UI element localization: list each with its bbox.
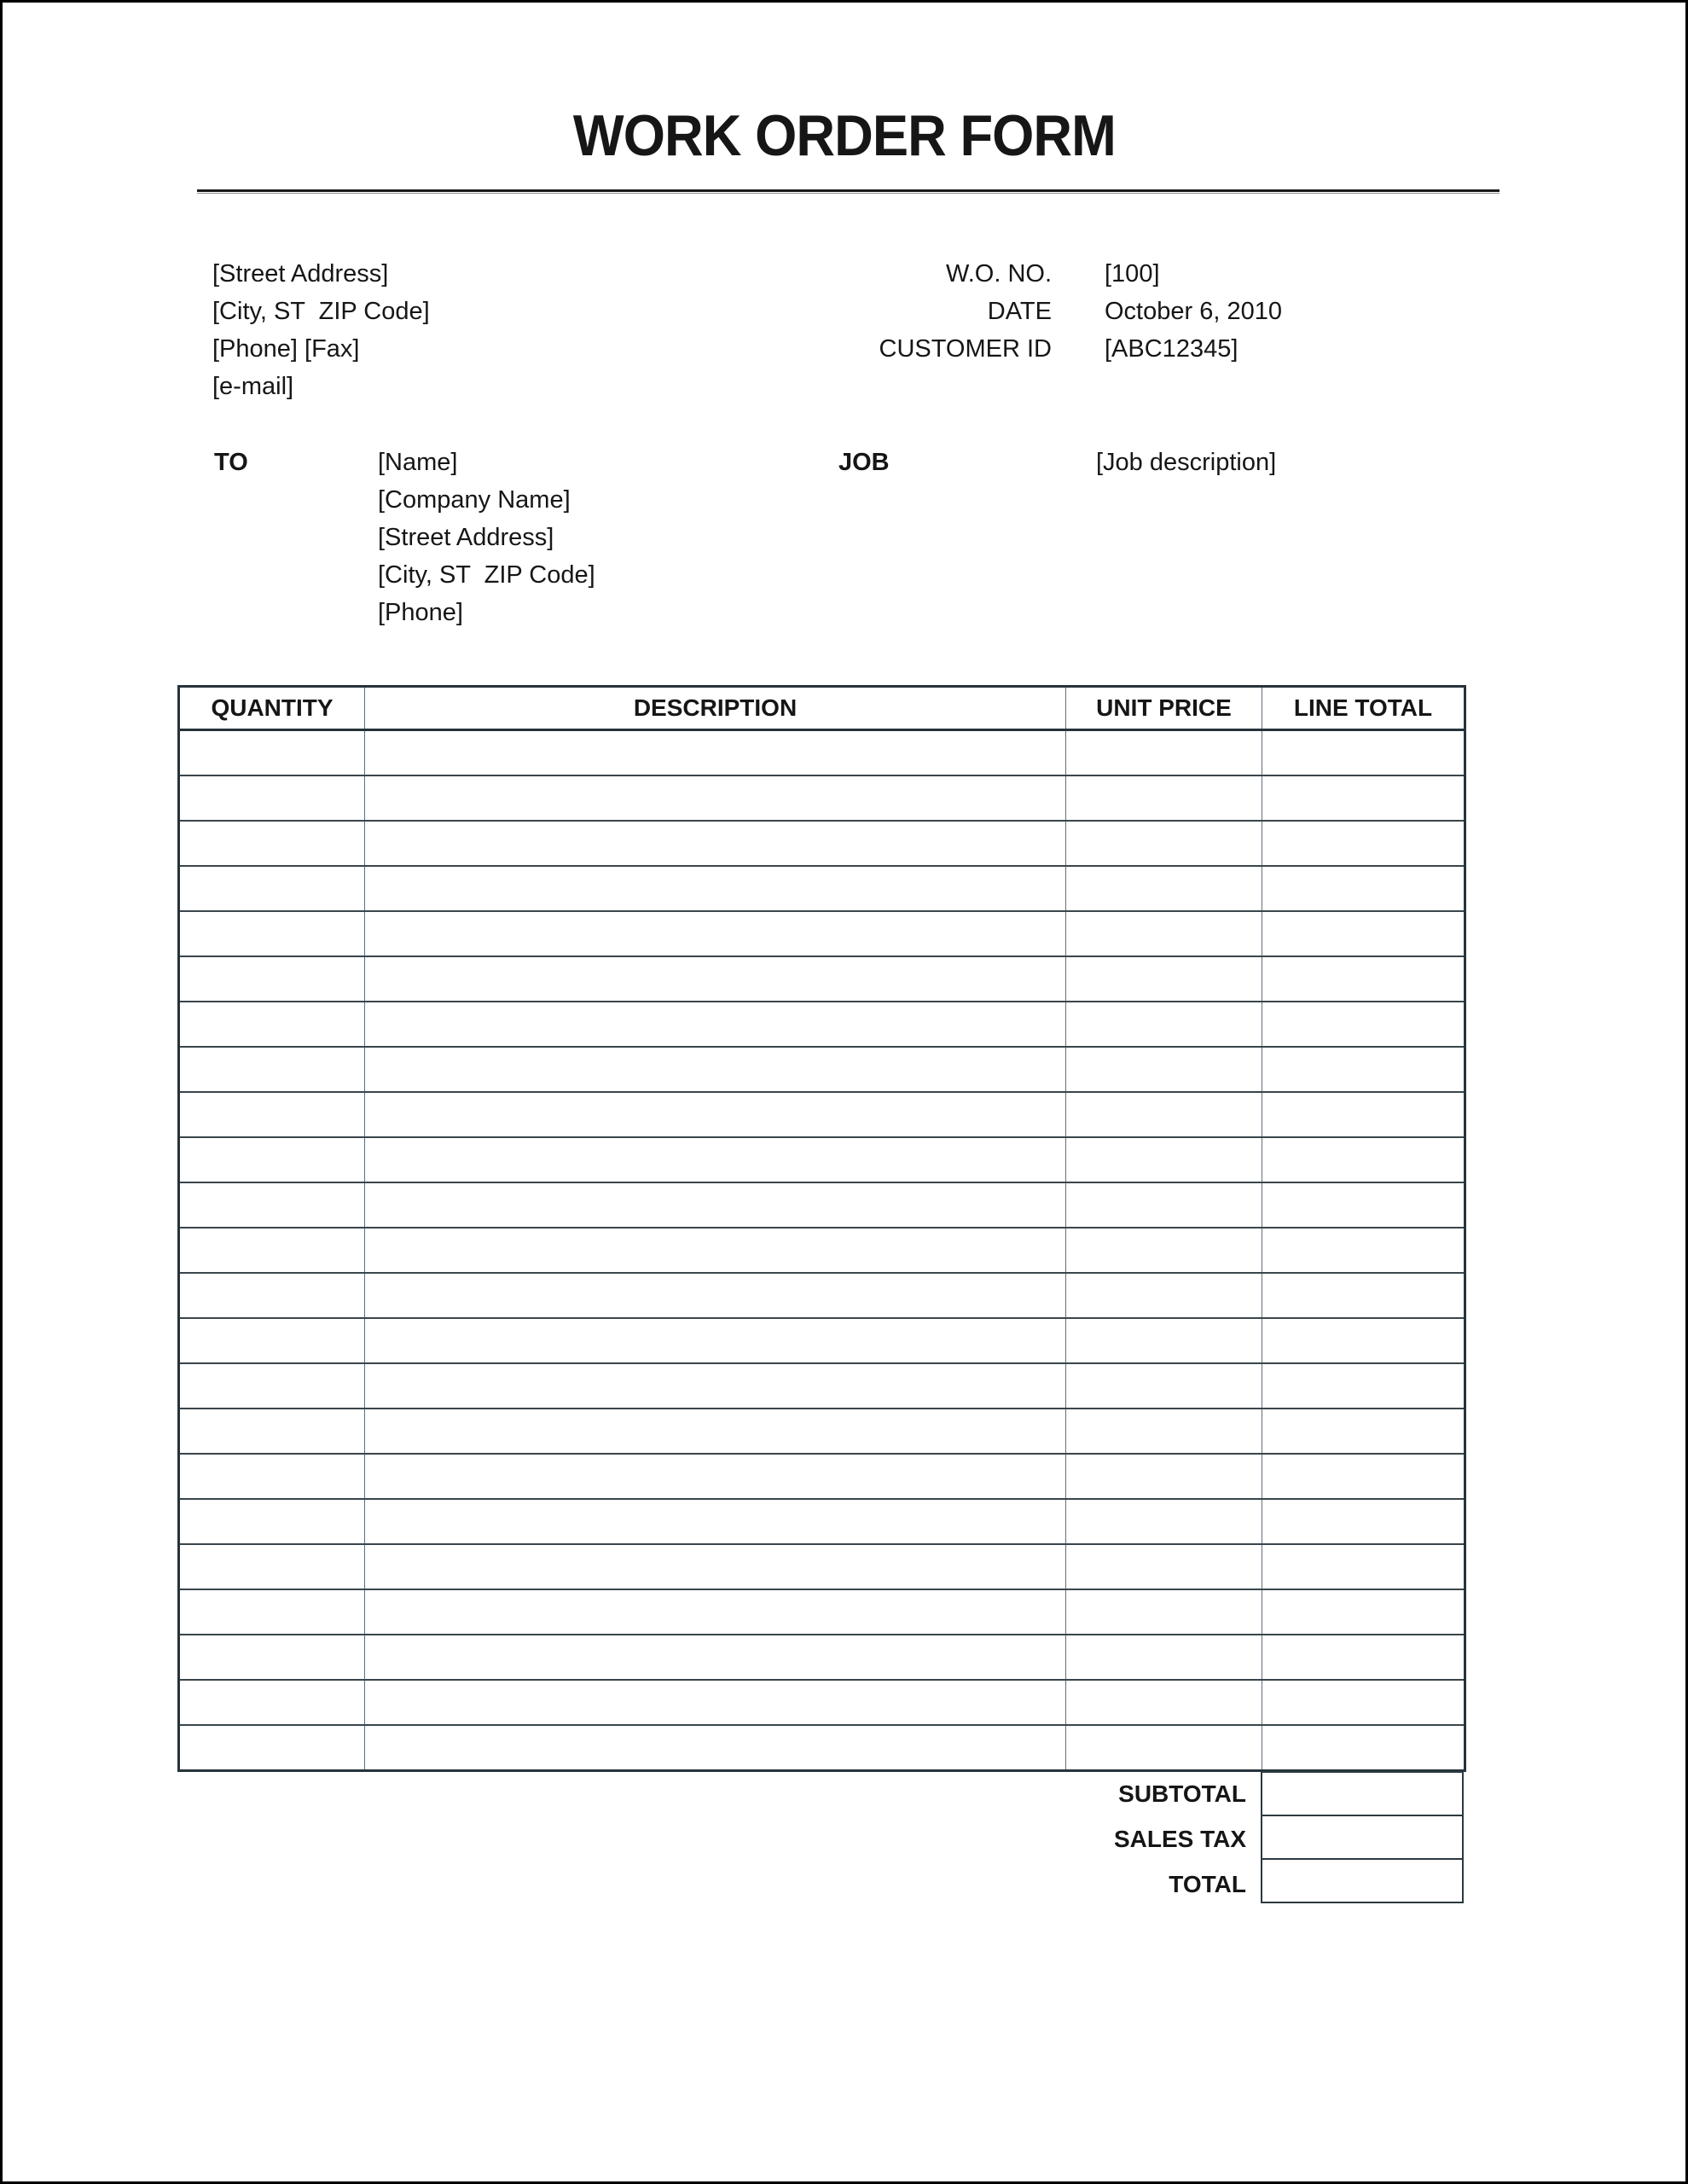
job-description-field[interactable]: [Job description] [1096, 449, 1277, 476]
line-total-cell[interactable] [1262, 911, 1465, 956]
description-cell[interactable] [365, 911, 1066, 956]
line-total-cell[interactable] [1262, 1499, 1465, 1544]
title-divider [197, 189, 1499, 194]
unit-price-cell[interactable] [1066, 1680, 1262, 1725]
description-cell[interactable] [365, 821, 1066, 866]
quantity-cell[interactable] [179, 1635, 365, 1680]
item-row [179, 1544, 1465, 1589]
recipient-line[interactable]: [City, ST ZIP Code] [378, 561, 595, 589]
column-header: DESCRIPTION [365, 687, 1066, 730]
total-value-box[interactable] [1261, 1858, 1464, 1903]
line-total-cell[interactable] [1262, 1228, 1465, 1273]
company-address-line[interactable]: [Street Address] [212, 260, 389, 288]
total-value-box[interactable] [1261, 1815, 1464, 1860]
line-total-cell[interactable] [1262, 1680, 1465, 1725]
line-total-cell[interactable] [1262, 1002, 1465, 1047]
description-cell[interactable] [365, 1318, 1066, 1363]
item-row [179, 1680, 1465, 1725]
description-cell[interactable] [365, 1228, 1066, 1273]
unit-price-cell[interactable] [1066, 1409, 1262, 1454]
quantity-cell[interactable] [179, 1228, 365, 1273]
unit-price-cell[interactable] [1066, 730, 1262, 776]
line-total-cell[interactable] [1262, 821, 1465, 866]
quantity-cell[interactable] [179, 821, 365, 866]
quantity-cell[interactable] [179, 775, 365, 821]
recipient-line[interactable]: [Street Address] [378, 524, 554, 551]
item-row [179, 1092, 1465, 1137]
line-total-cell[interactable] [1262, 1092, 1465, 1137]
item-row [179, 821, 1465, 866]
quantity-cell[interactable] [179, 1589, 365, 1635]
quantity-cell[interactable] [179, 1182, 365, 1228]
description-cell[interactable] [365, 866, 1066, 911]
description-cell[interactable] [365, 1047, 1066, 1092]
items-table [177, 685, 1466, 1772]
item-row [179, 1454, 1465, 1499]
line-total-cell[interactable] [1262, 730, 1465, 776]
description-cell[interactable] [365, 730, 1066, 776]
quantity-cell[interactable] [179, 956, 365, 1002]
item-row [179, 911, 1465, 956]
description-cell[interactable] [365, 1409, 1066, 1454]
line-total-cell[interactable] [1262, 1182, 1465, 1228]
line-total-cell[interactable] [1262, 956, 1465, 1002]
column-header: UNIT PRICE [1066, 687, 1262, 730]
unit-price-cell[interactable] [1066, 1635, 1262, 1680]
unit-price-cell[interactable] [1066, 1002, 1262, 1047]
unit-price-cell[interactable] [1066, 1454, 1262, 1499]
item-row [179, 1228, 1465, 1273]
to-label: TO [214, 449, 248, 476]
job-label: JOB [838, 449, 890, 476]
line-total-cell[interactable] [1262, 1363, 1465, 1409]
description-cell[interactable] [365, 1589, 1066, 1635]
quantity-cell[interactable] [179, 1544, 365, 1589]
description-cell[interactable] [365, 1544, 1066, 1589]
line-total-cell[interactable] [1262, 1318, 1465, 1363]
quantity-cell[interactable] [179, 1409, 365, 1454]
item-row [179, 1363, 1465, 1409]
description-cell[interactable] [365, 1454, 1066, 1499]
item-row [179, 1002, 1465, 1047]
description-cell[interactable] [365, 1137, 1066, 1182]
unit-price-cell[interactable] [1066, 956, 1262, 1002]
line-total-cell[interactable] [1262, 1544, 1465, 1589]
unit-price-cell[interactable] [1066, 821, 1262, 866]
description-cell[interactable] [365, 1499, 1066, 1544]
unit-price-cell[interactable] [1066, 1273, 1262, 1318]
quantity-cell[interactable] [179, 1092, 365, 1137]
total-value-box[interactable] [1261, 1771, 1464, 1816]
unit-price-cell[interactable] [1066, 1228, 1262, 1273]
unit-price-cell[interactable] [1066, 1499, 1262, 1544]
title-container [3, 103, 1685, 168]
quantity-cell[interactable] [179, 1454, 365, 1499]
description-cell[interactable] [365, 956, 1066, 1002]
quantity-cell[interactable] [179, 1002, 365, 1047]
company-address-line[interactable]: [City, ST ZIP Code] [212, 298, 430, 325]
description-cell[interactable] [365, 1725, 1066, 1771]
total-label: SALES TAX [1113, 1826, 1246, 1852]
totals-labels [907, 1771, 1246, 1907]
company-address-line[interactable]: [e-mail] [212, 373, 294, 400]
description-cell[interactable] [365, 1092, 1066, 1137]
quantity-cell[interactable] [179, 1318, 365, 1363]
description-cell[interactable] [365, 1680, 1066, 1725]
quantity-cell[interactable] [179, 1273, 365, 1318]
line-total-cell[interactable] [1262, 866, 1465, 911]
line-total-cell[interactable] [1262, 775, 1465, 821]
unit-price-cell[interactable] [1066, 775, 1262, 821]
unit-price-cell[interactable] [1066, 1363, 1262, 1409]
total-label: TOTAL [1169, 1871, 1246, 1897]
unit-price-cell[interactable] [1066, 1589, 1262, 1635]
column-header: LINE TOTAL [1262, 687, 1465, 730]
quantity-cell[interactable] [179, 1047, 365, 1092]
description-cell[interactable] [365, 1002, 1066, 1047]
item-row [179, 730, 1465, 776]
item-row [179, 1499, 1465, 1544]
quantity-cell[interactable] [179, 1499, 365, 1544]
items-table-header-row [179, 687, 1465, 730]
item-row [179, 1273, 1465, 1318]
unit-price-cell[interactable] [1066, 1092, 1262, 1137]
item-row [179, 1589, 1465, 1635]
unit-price-cell[interactable] [1066, 1137, 1262, 1182]
item-row [179, 1137, 1465, 1182]
item-row [179, 1725, 1465, 1771]
unit-price-cell[interactable] [1066, 866, 1262, 911]
order-info-label: DATE [987, 298, 1052, 325]
unit-price-cell[interactable] [1066, 1318, 1262, 1363]
item-row [179, 866, 1465, 911]
description-cell[interactable] [365, 1363, 1066, 1409]
unit-price-cell[interactable] [1066, 911, 1262, 956]
line-total-cell[interactable] [1262, 1409, 1465, 1454]
description-cell[interactable] [365, 775, 1066, 821]
line-total-cell[interactable] [1262, 1273, 1465, 1318]
unit-price-cell[interactable] [1066, 1047, 1262, 1092]
quantity-cell[interactable] [179, 1680, 365, 1725]
recipient-address-block [378, 444, 595, 631]
order-info-label: CUSTOMER ID [879, 335, 1052, 363]
page-title: WORK ORDER FORM [572, 103, 1116, 168]
order-info-label: W.O. NO. [945, 260, 1052, 288]
item-row [179, 1409, 1465, 1454]
line-total-cell[interactable] [1262, 1725, 1465, 1771]
description-cell[interactable] [365, 1635, 1066, 1680]
line-total-cell[interactable] [1262, 1635, 1465, 1680]
total-label: SUBTOTAL [1118, 1780, 1246, 1807]
recipient-line[interactable]: [Name] [378, 449, 458, 476]
item-row [179, 1182, 1465, 1228]
unit-price-cell[interactable] [1066, 1182, 1262, 1228]
recipient-line[interactable]: [Phone] [378, 599, 463, 626]
quantity-cell[interactable] [179, 911, 365, 956]
totals-value-boxes [1261, 1771, 1464, 1903]
order-info-block [854, 255, 1386, 368]
item-row [179, 1635, 1465, 1680]
item-row [179, 1047, 1465, 1092]
item-row [179, 775, 1465, 821]
line-total-cell[interactable] [1262, 1454, 1465, 1499]
quantity-cell[interactable] [179, 1725, 365, 1771]
order-info-value[interactable]: [ABC12345] [1105, 335, 1238, 363]
order-info-value[interactable]: October 6, 2010 [1105, 298, 1282, 325]
line-total-cell[interactable] [1262, 1589, 1465, 1635]
description-cell[interactable] [365, 1182, 1066, 1228]
item-row [179, 956, 1465, 1002]
company-address-block [212, 255, 430, 405]
company-address-line[interactable]: [Phone] [Fax] [212, 335, 360, 363]
recipient-line[interactable]: [Company Name] [378, 486, 571, 514]
quantity-cell[interactable] [179, 866, 365, 911]
description-cell[interactable] [365, 1273, 1066, 1318]
line-total-cell[interactable] [1262, 1137, 1465, 1182]
quantity-cell[interactable] [179, 1137, 365, 1182]
line-total-cell[interactable] [1262, 1047, 1465, 1092]
column-header: QUANTITY [179, 687, 365, 730]
quantity-cell[interactable] [179, 1363, 365, 1409]
item-row [179, 1318, 1465, 1363]
quantity-cell[interactable] [179, 730, 365, 776]
order-info-value[interactable]: [100] [1105, 260, 1160, 288]
unit-price-cell[interactable] [1066, 1725, 1262, 1771]
unit-price-cell[interactable] [1066, 1544, 1262, 1589]
